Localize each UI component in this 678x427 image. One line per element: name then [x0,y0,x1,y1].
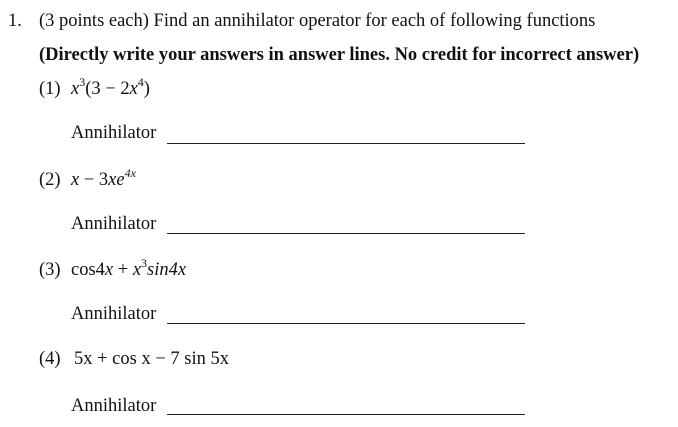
part-1-answer-label: Annihilator [71,123,157,143]
part-1-expression: $x^3(3 - 2x^4)$ [71,75,150,99]
question-title: (3 points each) Find an annihilator operator for each of following functions [39,11,596,31]
part-3-expression: $\cos 4x + x^3\sin 4x$ [71,256,187,280]
part-4-answer-label: Annihilator [71,396,157,416]
part-4-answer-line[interactable] [167,414,525,415]
part-2-expression: $x - 3xe^{4x}$ [71,166,136,190]
part-2-label: (2) [39,170,61,190]
part-4-expression: 5x + cos x − 7 sin 5x [74,349,229,369]
part-4-label: (4) [39,349,61,369]
part-3-label: (3) [39,260,61,280]
part-2-answer-label: Annihilator [71,214,157,234]
part-1-answer-line[interactable] [167,143,525,144]
part-3-answer-label: Annihilator [71,304,157,324]
question-instructions: (Directly write your answers in answer lines. No credit for incorrect answer) [39,45,640,65]
part-2-answer-line[interactable] [167,233,525,234]
part-3-answer-line[interactable] [167,323,525,324]
part-1-label: (1) [39,79,61,99]
question-number: 1. [8,11,22,31]
